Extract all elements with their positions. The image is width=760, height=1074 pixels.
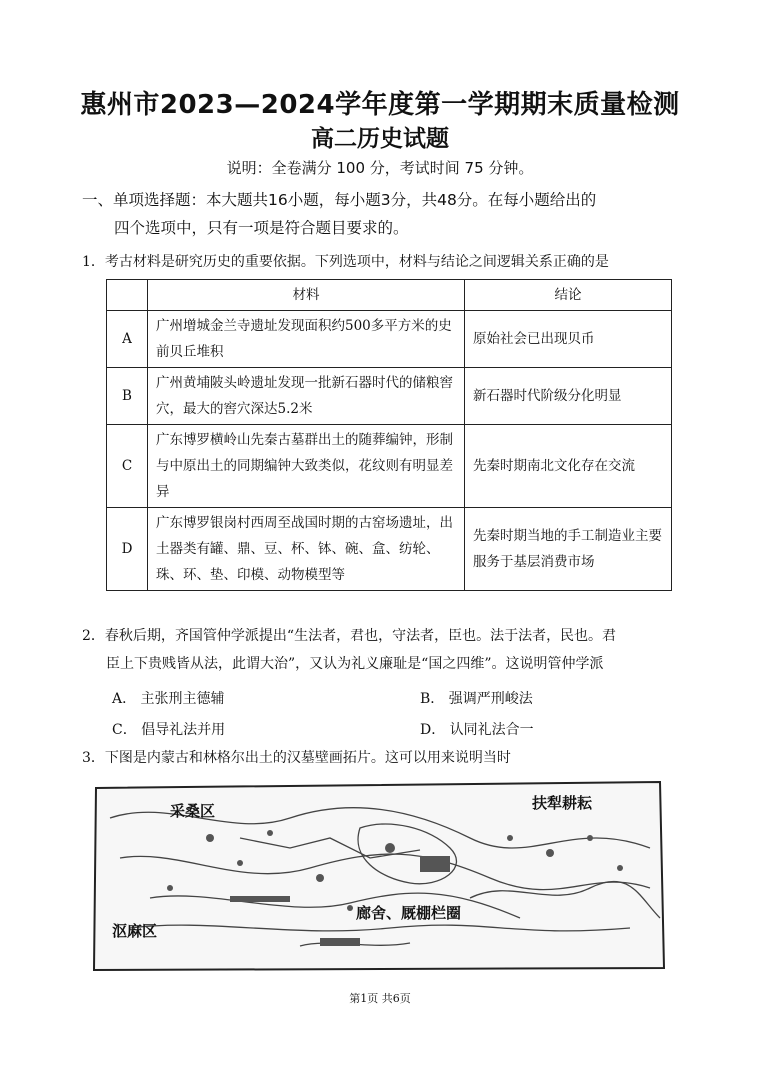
row-material: 广州黄埔陂头岭遗址发现一批新石器时代的储粮窖穴，最大的窖穴深达5.2米 [148,368,465,425]
question-1-stem [82,248,682,276]
row-letter: A [107,311,148,368]
table-header-empty [107,280,148,311]
exam-subtitle: 高二历史试题 [311,126,449,152]
mural-rubbing-image [90,778,668,972]
row-conclusion: 新石器时代阶级分化明显 [465,368,672,425]
q1-stem-text: 1．考古材料是研究历史的重要依据。下列选项中，材料与结论之间逻辑关系正确的是 [82,254,609,270]
section-line-1: 一、单项选择题：本大题共16小题，每小题3分，共48分。在每小题给出的 [82,191,597,209]
table-header-row [107,280,672,311]
q2-option-c[interactable]: C． 倡导礼法并用 [112,722,226,738]
q2-option-b[interactable]: B． 强调严刑峻法 [420,691,533,707]
row-letter: C [107,425,148,508]
table-row [107,508,672,591]
question-1-table [106,279,672,591]
table-header-conclusion: 结论 [465,280,672,311]
q2-line-2: 臣上下贵贱皆从法，此谓大治”，又认为礼义廉耻是“国之四维”。这说明管仲学派 [106,656,604,672]
row-material: 广东博罗银岗村西周至战国时期的古窑场遗址，出土器类有罐、鼎、豆、杯、钵、碗、盒、纺轮、珠、环、垫、印模、动物模型等 [148,508,465,591]
row-letter: B [107,368,148,425]
table-row [107,368,672,425]
table-row [107,311,672,368]
section-line-2: 四个选项中，只有一项是符合题目要求的。 [114,219,409,237]
row-conclusion: 先秦时期南北文化存在交流 [465,425,672,508]
row-conclusion: 先秦时期当地的手工制造业主要服务于基层消费市场 [465,508,672,591]
exam-title: 惠州市2023—2024学年度第一学期期末质量检测 [80,90,680,120]
table-header-material: 材料 [148,280,465,311]
table-row [107,425,672,508]
section-heading [82,186,692,242]
q3-stem-text: 3．下图是内蒙古和林格尔出土的汉墓壁画拓片。这可以用来说明当时 [82,750,511,766]
label-hemp-area: 沤麻区 [112,922,158,940]
row-letter: D [107,508,148,591]
row-conclusion: 原始社会已出现贝币 [465,311,672,368]
exam-note: 说明：全卷满分 100 分，考试时间 75 分钟。 [226,159,534,177]
question-2-stem [82,622,682,678]
label-stables: 廊舍、厩棚栏圈 [356,904,462,922]
row-material: 广东博罗横岭山先秦古墓群出土的随葬编钟，形制与中原出土的同期编钟大致类似，花纹则有明显差异 [148,425,465,508]
q2-option-a[interactable]: A． 主张刑主德辅 [112,691,225,707]
page-footer: 第1页 共6页 [349,992,411,1005]
q2-option-d[interactable]: D． 认同礼法合一 [420,722,534,738]
q2-line-1: 2．春秋后期，齐国管仲学派提出“生法者，君也，守法者，臣也。法于法者，民也。君 [82,628,617,644]
row-material: 广州增城金兰寺遗址发现面积约500多平方米的史前贝丘堆积 [148,311,465,368]
label-ploughing: 扶犁耕耘 [532,794,593,812]
mural-rubbing-figure [90,778,668,972]
question-3-stem [82,744,682,772]
label-mulberry-area: 采桑区 [170,802,216,820]
